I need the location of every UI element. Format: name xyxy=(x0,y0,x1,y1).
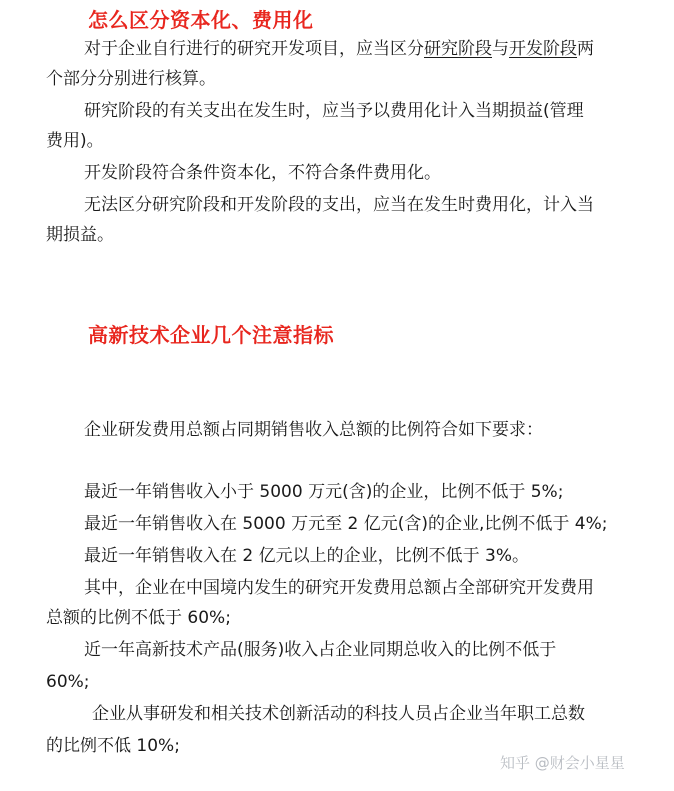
paragraph-line: 企业从事研发和相关技术创新活动的科技人员占企业当年职工总数 xyxy=(92,704,585,724)
paragraph-line: 开发阶段符合条件资本化，不符合条件费用化。 xyxy=(84,163,441,183)
paragraph-line: 总额的比例不低于 60%; xyxy=(46,608,231,628)
list-item: 最近一年销售收入小于 5000 万元(含)的企业，比例不低于 5%; xyxy=(84,482,564,502)
section-heading-hightech-indicators: 高新技术企业几个注意指标 xyxy=(88,323,334,347)
paragraph-line: 近一年高新技术产品(服务)收入占企业同期总收入的比例不低于 xyxy=(84,640,557,660)
paragraph-line: 60%; xyxy=(46,672,90,692)
underlined-term-research-phase: 研究阶段 xyxy=(424,39,492,59)
list-item: 最近一年销售收入在 5000 万元至 2 亿元(含)的企业,比例不低于 4%; xyxy=(84,514,608,534)
text-span: 对于企业自行进行的研究开发项目，应当区分 xyxy=(84,39,424,59)
paragraph-line: 的比例不低 10%; xyxy=(46,736,180,756)
paragraph-line: 无法区分研究阶段和开发阶段的支出，应当在发生时费用化，计入当 xyxy=(84,195,594,215)
paragraph-line xyxy=(84,38,594,60)
paragraph-line: 费用)。 xyxy=(46,131,104,151)
underlined-term-development-phase: 开发阶段 xyxy=(509,39,577,59)
paragraph-line: 期损益。 xyxy=(46,225,114,245)
list-item: 最近一年销售收入在 2 亿元以上的企业，比例不低于 3%。 xyxy=(84,546,529,566)
paragraph-line: 个部分分别进行核算。 xyxy=(46,69,216,89)
paragraph-line: 其中，企业在中国境内发生的研究开发费用总额占全部研究开发费用 xyxy=(84,578,594,598)
intro-line: 企业研发费用总额占同期销售收入总额的比例符合如下要求： xyxy=(84,420,543,440)
paragraph-line: 研究阶段的有关支出在发生时，应当予以费用化计入当期损益(管理 xyxy=(84,101,584,121)
text-span: 与 xyxy=(492,39,509,59)
text-span: 两 xyxy=(577,39,594,59)
zhihu-watermark: 知乎 @财会小星星 xyxy=(500,754,625,772)
section-heading-capitalization: 怎么区分资本化、费用化 xyxy=(88,8,314,32)
